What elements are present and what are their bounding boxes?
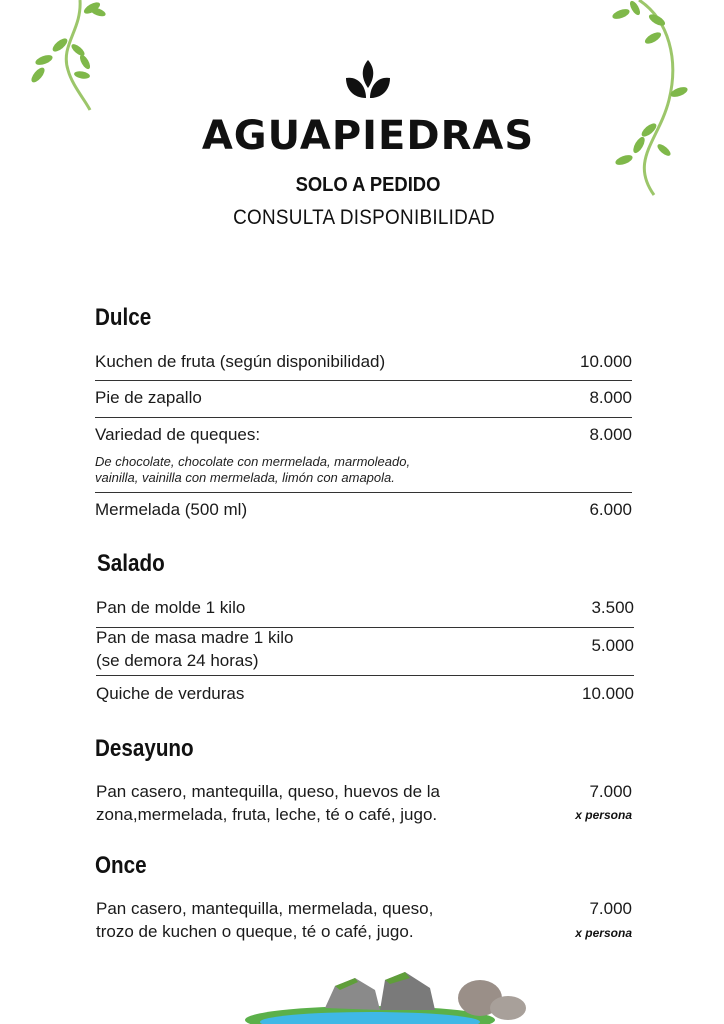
- item-price: 3.500: [591, 598, 634, 617]
- per-person-label: x persona: [575, 808, 632, 822]
- item-description-line: Pan casero, mantequilla, queso, huevos de la: [96, 782, 441, 801]
- section-title-once: Once: [95, 852, 147, 879]
- per-person-label: x persona: [575, 926, 632, 940]
- item-description-line: zona,mermelada, fruta, leche, té o café, jugo.: [96, 805, 438, 824]
- item-price: 6.000: [589, 500, 632, 519]
- item-name: Pan de molde 1 kilo: [96, 598, 246, 617]
- brand-title: AGUAPIEDRAS: [201, 113, 535, 159]
- item-price: 7.000: [589, 782, 632, 801]
- leaf-logo-icon: [344, 60, 392, 102]
- subtitle-order-only: SOLO A PEDIDO: [295, 174, 441, 196]
- divider: [95, 380, 632, 381]
- item-price: 10.000: [582, 684, 634, 703]
- pond-rocks-illustration: [240, 968, 540, 1024]
- section-title-dulce: Dulce: [95, 304, 152, 331]
- section-title-desayuno: Desayuno: [95, 735, 194, 762]
- item-name: Variedad de queques:: [95, 425, 261, 444]
- item-price: 5.000: [591, 636, 634, 655]
- item-name: Mermelada (500 ml): [95, 500, 248, 519]
- divider: [95, 492, 632, 493]
- item-price: 8.000: [589, 388, 632, 407]
- item-name: Pie de zapallo: [95, 388, 202, 407]
- item-name-line2: (se demora 24 horas): [96, 651, 259, 670]
- item-description-line: Pan casero, mantequilla, mermelada, queso,: [96, 899, 434, 918]
- item-price: 7.000: [589, 899, 632, 918]
- subtitle-check-availability: CONSULTA DISPONIBILIDAD: [233, 206, 495, 229]
- item-name: Quiche de verduras: [96, 684, 245, 703]
- item-price: 8.000: [589, 425, 632, 444]
- vine-decoration-right: [609, 0, 694, 200]
- vine-decoration-left: [30, 0, 120, 115]
- item-description-line: trozo de kuchen o queque, té o café, jugo.: [96, 922, 414, 941]
- item-note-line: vainilla, vainilla con mermelada, limón con amapola.: [95, 470, 395, 485]
- divider: [96, 675, 634, 676]
- divider: [95, 417, 632, 418]
- item-name: Kuchen de fruta (según disponibilidad): [95, 352, 386, 371]
- item-name: Pan de masa madre 1 kilo: [96, 628, 294, 647]
- section-title-salado: Salado: [97, 550, 165, 577]
- item-note-line: De chocolate, chocolate con mermelada, marmoleado,: [95, 454, 411, 469]
- item-price: 10.000: [580, 352, 632, 371]
